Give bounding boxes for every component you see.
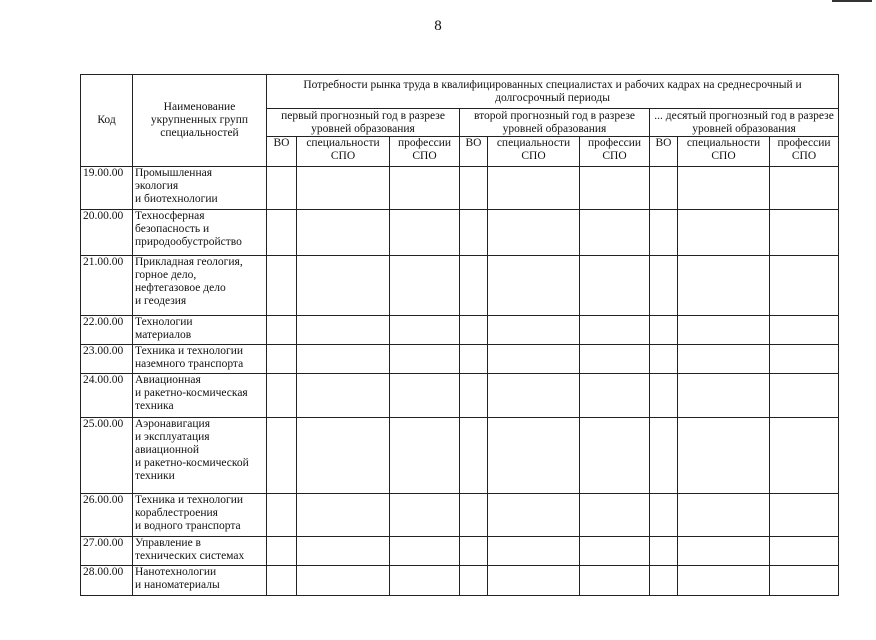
- empty-cell: [488, 566, 580, 596]
- header-code: Код: [81, 75, 133, 167]
- empty-cell: [770, 167, 839, 210]
- empty-cell: [267, 537, 297, 566]
- empty-cell: [297, 494, 390, 537]
- empty-cell: [678, 537, 770, 566]
- empty-cell: [580, 494, 650, 537]
- empty-cell: [460, 418, 488, 494]
- page-number: 8: [434, 18, 442, 34]
- table-row: [81, 374, 839, 418]
- header-demand: Потребности рынка труда в квалифицированных специалистах и рабочих кадрах на среднесрочный и долгосрочный периоды: [267, 75, 839, 109]
- empty-cell: [297, 537, 390, 566]
- header-level-spo-professions: профессии СПО: [390, 137, 460, 167]
- empty-cell: [390, 418, 460, 494]
- header-level-spo-specialties: специальности СПО: [678, 137, 770, 167]
- empty-cell: [297, 374, 390, 418]
- row-name: Авиационная и ракетно-космическая техника: [133, 374, 267, 418]
- row-name: Прикладная геология, горное дело, нефтегазовое дело и геодезия: [133, 256, 267, 316]
- empty-cell: [267, 167, 297, 210]
- empty-cell: [488, 374, 580, 418]
- table-row: [81, 494, 839, 537]
- empty-cell: [678, 566, 770, 596]
- empty-cell: [678, 374, 770, 418]
- empty-cell: [678, 316, 770, 345]
- empty-cell: [297, 418, 390, 494]
- empty-cell: [770, 537, 839, 566]
- empty-cell: [460, 537, 488, 566]
- header-level-spo-professions: профессии СПО: [770, 137, 839, 167]
- table-row: [81, 167, 839, 210]
- empty-cell: [488, 345, 580, 374]
- table-row: [81, 418, 839, 494]
- empty-cell: [770, 345, 839, 374]
- header-level-vo: ВО: [267, 137, 297, 167]
- labor-demand-table: [80, 74, 839, 596]
- row-name: Техносферная безопасность и природообустройство: [133, 210, 267, 256]
- empty-cell: [770, 256, 839, 316]
- empty-cell: [650, 345, 678, 374]
- empty-cell: [770, 494, 839, 537]
- row-name: Аэронавигация и эксплуатация авиационной и ракетно-космической техники: [133, 418, 267, 494]
- empty-cell: [678, 167, 770, 210]
- empty-cell: [770, 316, 839, 345]
- empty-cell: [770, 374, 839, 418]
- row-code: 21.00.00: [81, 256, 133, 316]
- empty-cell: [770, 418, 839, 494]
- empty-cell: [390, 537, 460, 566]
- empty-cell: [580, 345, 650, 374]
- empty-cell: [678, 210, 770, 256]
- empty-cell: [297, 345, 390, 374]
- table-row: [81, 256, 839, 316]
- empty-cell: [390, 210, 460, 256]
- row-name: Технологии материалов: [133, 316, 267, 345]
- empty-cell: [297, 316, 390, 345]
- empty-cell: [297, 210, 390, 256]
- empty-cell: [267, 256, 297, 316]
- row-code: 25.00.00: [81, 418, 133, 494]
- table-row: [81, 316, 839, 345]
- empty-cell: [267, 566, 297, 596]
- row-code: 22.00.00: [81, 316, 133, 345]
- empty-cell: [460, 167, 488, 210]
- empty-cell: [580, 566, 650, 596]
- empty-cell: [488, 210, 580, 256]
- empty-cell: [488, 418, 580, 494]
- empty-cell: [297, 256, 390, 316]
- row-name: Техника и технологии наземного транспорта: [133, 345, 267, 374]
- empty-cell: [650, 537, 678, 566]
- empty-cell: [390, 316, 460, 345]
- header-level-vo: ВО: [460, 137, 488, 167]
- empty-cell: [650, 494, 678, 537]
- header-year-2: второй прогнозный год в разрезе уровней образования: [460, 109, 650, 137]
- empty-cell: [460, 210, 488, 256]
- empty-cell: [650, 374, 678, 418]
- row-code: 19.00.00: [81, 167, 133, 210]
- empty-cell: [650, 566, 678, 596]
- empty-cell: [488, 537, 580, 566]
- empty-cell: [488, 256, 580, 316]
- empty-cell: [460, 256, 488, 316]
- row-name: Техника и технологии кораблестроения и водного транспорта: [133, 494, 267, 537]
- empty-cell: [267, 345, 297, 374]
- row-code: 23.00.00: [81, 345, 133, 374]
- table-row: [81, 210, 839, 256]
- empty-cell: [580, 256, 650, 316]
- row-code: 27.00.00: [81, 537, 133, 566]
- header-year-1: первый прогнозный год в разрезе уровней образования: [267, 109, 460, 137]
- empty-cell: [580, 418, 650, 494]
- empty-cell: [460, 494, 488, 537]
- empty-cell: [460, 566, 488, 596]
- empty-cell: [297, 566, 390, 596]
- empty-cell: [770, 566, 839, 596]
- empty-cell: [650, 316, 678, 345]
- table-row: [81, 566, 839, 596]
- empty-cell: [460, 374, 488, 418]
- table-row: [81, 345, 839, 374]
- empty-cell: [678, 256, 770, 316]
- empty-cell: [267, 494, 297, 537]
- header-level-spo-specialties: специальности СПО: [488, 137, 580, 167]
- empty-cell: [678, 418, 770, 494]
- empty-cell: [390, 494, 460, 537]
- empty-cell: [460, 316, 488, 345]
- empty-cell: [580, 167, 650, 210]
- empty-cell: [580, 316, 650, 345]
- empty-cell: [650, 167, 678, 210]
- row-name: Управление в технических системах: [133, 537, 267, 566]
- empty-cell: [650, 418, 678, 494]
- row-code: 28.00.00: [81, 566, 133, 596]
- empty-cell: [390, 374, 460, 418]
- empty-cell: [390, 566, 460, 596]
- header-year-10: ... десятый прогнозный год в разрезе уровней образования: [650, 109, 839, 137]
- empty-cell: [267, 374, 297, 418]
- corner-mark: [832, 0, 872, 2]
- empty-cell: [488, 167, 580, 210]
- empty-cell: [580, 374, 650, 418]
- row-code: 26.00.00: [81, 494, 133, 537]
- empty-cell: [650, 256, 678, 316]
- row-code: 24.00.00: [81, 374, 133, 418]
- table-row: [81, 537, 839, 566]
- empty-cell: [580, 537, 650, 566]
- row-name: Промышленная экология и биотехнологии: [133, 167, 267, 210]
- row-code: 20.00.00: [81, 210, 133, 256]
- empty-cell: [390, 167, 460, 210]
- empty-cell: [650, 210, 678, 256]
- empty-cell: [488, 494, 580, 537]
- header-level-spo-professions: профессии СПО: [580, 137, 650, 167]
- empty-cell: [390, 256, 460, 316]
- empty-cell: [297, 167, 390, 210]
- row-name: Нанотехнологии и наноматериалы: [133, 566, 267, 596]
- empty-cell: [267, 418, 297, 494]
- empty-cell: [770, 210, 839, 256]
- header-level-vo: ВО: [650, 137, 678, 167]
- empty-cell: [460, 345, 488, 374]
- empty-cell: [488, 316, 580, 345]
- header-level-spo-specialties: специальности СПО: [297, 137, 390, 167]
- header-name: Наименование укрупненных групп специальностей: [133, 75, 267, 167]
- empty-cell: [390, 345, 460, 374]
- empty-cell: [678, 494, 770, 537]
- empty-cell: [678, 345, 770, 374]
- empty-cell: [267, 210, 297, 256]
- empty-cell: [580, 210, 650, 256]
- empty-cell: [267, 316, 297, 345]
